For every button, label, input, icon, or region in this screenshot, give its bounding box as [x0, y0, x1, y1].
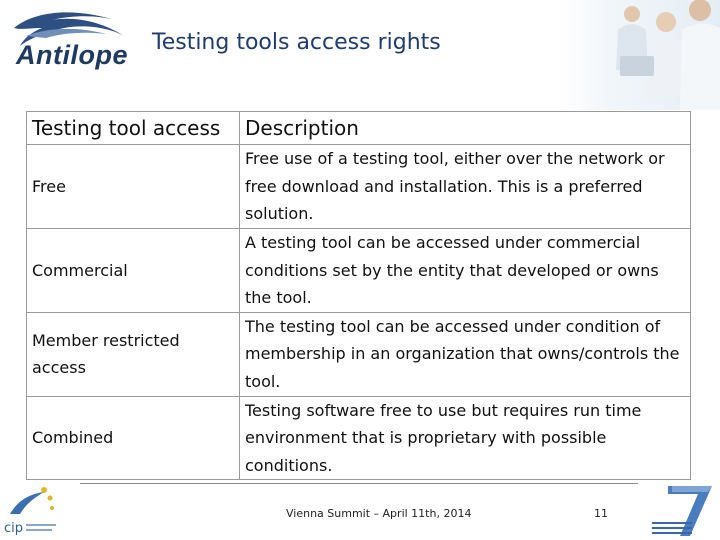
table-header-row: [27, 112, 691, 145]
page-title: Testing tools access rights: [152, 30, 441, 55]
cell-description: Free use of a testing tool, either over the network or free download and installation. This is a preferred solution.: [240, 145, 691, 229]
cell-access: Combined: [27, 396, 240, 480]
cell-access: Member restricted access: [27, 312, 240, 396]
cell-description: A testing tool can be accessed under commercial conditions set by the entity that developed or owns the tool.: [240, 229, 691, 313]
cell-access: Free: [27, 145, 240, 229]
table-row: [27, 145, 691, 229]
table-row: [27, 396, 691, 480]
column-header-description: Description: [240, 112, 691, 145]
svg-text:cip: cip: [4, 521, 24, 536]
seventh-framework-programme-logo: [650, 482, 720, 540]
footer-divider: [80, 483, 638, 484]
table-row: [27, 229, 691, 313]
logo-wordmark: Antilope: [16, 40, 128, 70]
doctors-photo: [560, 0, 720, 110]
cip-logo: [0, 480, 64, 540]
cell-description: Testing software free to use but requires run time environment that is proprietary with possible conditions.: [240, 396, 691, 480]
footer-event-text: Vienna Summit – April 11th, 2014: [286, 507, 472, 520]
table-row: [27, 312, 691, 396]
page-number: 11: [594, 507, 608, 520]
cell-description: The testing tool can be accessed under condition of membership in an organization that owns/controls the tool.: [240, 312, 691, 396]
column-header-access: Testing tool access: [27, 112, 240, 145]
access-rights-table: [26, 111, 691, 480]
cell-access: Commercial: [27, 229, 240, 313]
